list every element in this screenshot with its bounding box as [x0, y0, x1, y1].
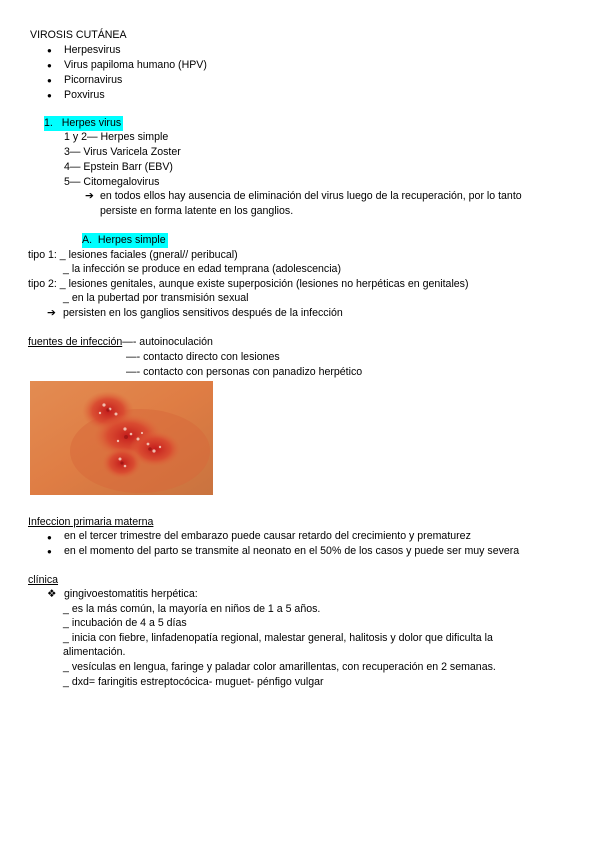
herpes-virus-heading [44, 116, 123, 131]
bullet-dot: ● [47, 61, 52, 70]
herpes-type-item: 3— Virus Varicela Zoster [64, 146, 181, 158]
bullet-dot: ● [47, 46, 52, 55]
arrow-right-icon: ➔ [47, 307, 56, 319]
tipo2-line: _ en la pubertad por transmisión sexual [63, 292, 249, 304]
clinica-diamond-item: gingivoestomatitis herpética: [64, 588, 198, 600]
clinica-line: alimentación. [63, 646, 126, 658]
fuentes-item: —- autoinoculación [122, 336, 213, 348]
herpes-note-line: persiste en forma latente en los ganglios. [100, 205, 294, 217]
clinica-line: _ es la más común, la mayoría en niños de 1 a 5 años. [63, 603, 321, 615]
clinica-line: _ vesículas en lengua, faringe y paladar color amarillentas, con recuperación en 2 semanas. [63, 661, 496, 673]
herpes-lesion-photo [30, 381, 213, 495]
bullet-dot: ● [47, 91, 52, 100]
tipo1-line: _ la infección se produce en edad temprana (adolescencia) [63, 263, 341, 275]
herpes-note-line: en todos ellos hay ausencia de eliminación del virus luego de la recuperación, por lo tanto [100, 190, 522, 202]
heading-text: Herpes simple [97, 234, 166, 246]
clinica-line: _ dxd= faringitis estreptocócica- muguet- pénfigo vulgar [63, 676, 324, 688]
virus-list-item: Herpesvirus [64, 44, 121, 56]
materna-item: en el momento del parto se transmite al neonato en el 50% de los casos y puede ser muy severa [64, 545, 520, 557]
fuentes-item: —- contacto directo con lesiones [126, 351, 280, 363]
tipo2-line: tipo 2: _ lesiones genitales, aunque existe superposición (lesiones no herpéticas en genitales) [28, 278, 469, 290]
tipo1-line: tipo 1: _ lesiones faciales (gneral// peribucal) [28, 249, 238, 261]
herpes-type-item: 5— Citomegalovirus [64, 176, 160, 188]
materna-item: en el tercer trimestre del embarazo puede causar retardo del crecimiento y prematurez [64, 530, 471, 542]
diamond-bullet-icon: ❖ [47, 588, 57, 600]
materna-heading: Infeccion primaria materna [28, 516, 154, 528]
virus-list-item: Poxvirus [64, 89, 105, 101]
herpes-type-item: 1 y 2— Herpes simple [64, 131, 169, 143]
arrow-right-icon: ➔ [85, 190, 94, 202]
virus-list-item: Virus papiloma humano (HPV) [64, 59, 207, 71]
clinica-heading: clínica [28, 574, 59, 586]
fuentes-line [28, 335, 213, 350]
herpes-simple-heading [82, 233, 168, 248]
heading-text: Herpes virus [61, 117, 122, 129]
bullet-dot: ● [47, 533, 52, 542]
bullet-dot: ● [47, 547, 52, 556]
bullet-dot: ● [47, 76, 52, 85]
clinica-line: _ incubación de 4 a 5 días [63, 617, 187, 629]
virus-list-item: Picornavirus [64, 74, 123, 86]
fuentes-label: fuentes de infección [28, 336, 123, 348]
heading-number: 1. [44, 117, 53, 129]
persist-line: persisten en los ganglios sensitivos después de la infección [63, 307, 343, 319]
clinica-line: _ inicia con fiebre, linfadenopatía regional, malestar general, halitosis y dolor que dificulta la [63, 632, 493, 644]
herpes-type-item: 4— Epstein Barr (EBV) [64, 161, 173, 173]
heading-letter: A. [82, 234, 93, 246]
document-title: VIROSIS CUTÁNEA [30, 29, 127, 41]
fuentes-item: —- contacto con personas con panadizo herpético [126, 366, 363, 378]
